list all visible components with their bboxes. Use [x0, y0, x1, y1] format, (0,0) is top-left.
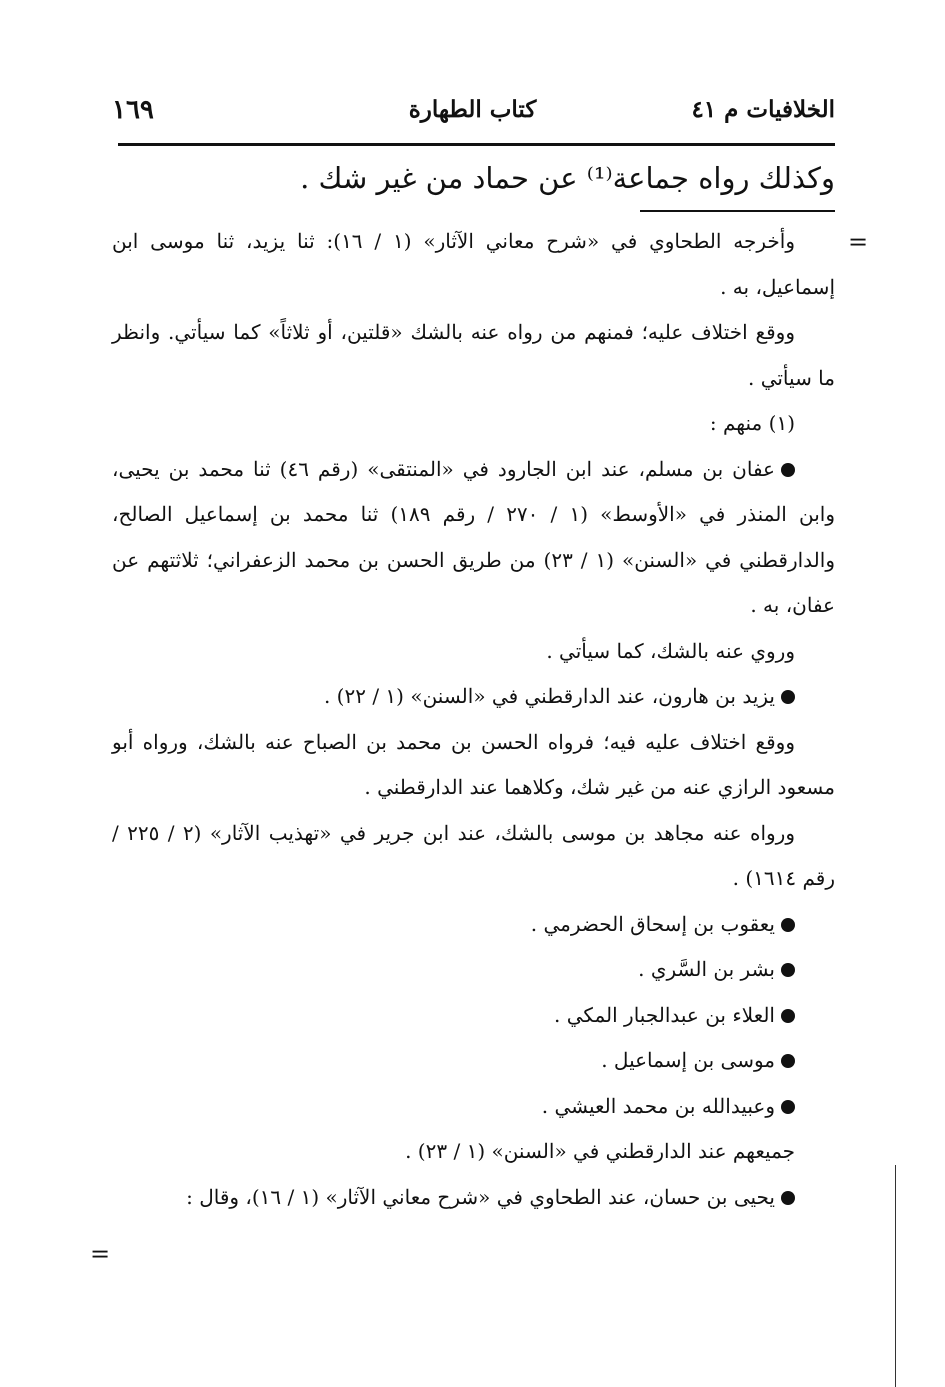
footnote-text: ووقع اختلاف عليه؛ فمنهم من رواه عنه بالشك «قلتين، أو ثلاثاً» كما سيأتي. وانظر ما سيأتي .	[112, 320, 835, 390]
footnote-paragraph	[112, 811, 835, 902]
footnote-bullet-item	[112, 447, 835, 629]
footnote-bullet-item	[112, 674, 835, 720]
page-number: ١٦٩	[112, 95, 154, 125]
footnote-paragraph	[112, 720, 835, 811]
footnote-text: ووقع اختلاف عليه فيه؛ فرواه الحسن بن محمد بن الصباح عنه بالشك، ورواه أبو مسعود الرازي عنه من غير شك، وكلاهما عند الدارقطني .	[112, 729, 835, 799]
bullet-dot-icon	[781, 1191, 795, 1205]
footnote-text: وعبيدالله بن محمد العيشي .	[541, 1093, 775, 1118]
footnote-text: يزيد بن هارون، عند الدارقطني في «السنن» (١ / ٢٢) .	[323, 684, 775, 708]
bullet-dot-icon	[781, 690, 795, 704]
bullet-dot-icon	[781, 1009, 795, 1023]
footnote-bullet-item	[112, 902, 835, 948]
footnote-bullet-item	[112, 1084, 835, 1130]
bullet-dot-icon	[781, 918, 795, 932]
footnote-text: يحيى بن حسان، عند الطحاوي في «شرح معاني الآثار» (١ / ١٦)، وقال :	[186, 1184, 775, 1209]
footnote-text: العلاء بن عبدالجبار المكي .	[554, 1002, 775, 1027]
header-rule	[118, 143, 835, 146]
running-header-chapter: كتاب الطهارة	[408, 96, 537, 123]
footnote-text: يعقوب بن إسحاق الحضرمي .	[530, 911, 775, 936]
footnote-paragraph	[112, 219, 835, 310]
footnote-continuation-mark-top: =	[848, 228, 869, 256]
footnotes-section	[112, 219, 835, 1220]
footnote-separator	[640, 210, 835, 212]
footnote-bullet-item	[112, 993, 835, 1039]
footnote-bullet-item	[112, 947, 835, 993]
bullet-dot-icon	[781, 1100, 795, 1114]
footnote-bullet-item	[112, 1038, 835, 1084]
footnote-text: ورواه عنه مجاهد بن موسى بالشك، عند ابن جرير في «تهذيب الآثار» (٢ / ٢٢٥ / رقم ١٦١٤) .	[112, 820, 835, 890]
bullet-dot-icon	[781, 1054, 795, 1068]
footnote-text: بشر بن السَّري .	[638, 957, 775, 981]
footnote-text: وروي عنه بالشك، كما سيأتي .	[546, 638, 795, 663]
footnote-text: موسى بن إسماعيل .	[601, 1048, 775, 1072]
main-text-line: وكذلك رواه جماعة⁽¹⁾ عن حماد من غير شك .	[300, 161, 835, 195]
footnote-text: عفان بن مسلم، عند ابن الجارود في «المنتقى» (رقم ٤٦) ثنا محمد بن يحيى، وابن المنذر في «الأوسط» (١ / ٢٧٠ / رقم ١٨٩) ثنا محمد بن إسماعيل الصالح، والدارقطني في «السنن» (١ / ٢٣) من طريق الحسن بن محمد الزعفراني؛ ثلاثتهم عن عفان، به .	[112, 456, 835, 617]
footnote-bullet-item	[112, 1175, 835, 1221]
footnote-text: جميعهم عند الدارقطني في «السنن» (١ / ٢٣) .	[405, 1139, 795, 1163]
bullet-dot-icon	[781, 463, 795, 477]
running-header-book-part: الخلافيات م ٤١	[691, 96, 835, 123]
footnote-paragraph	[112, 310, 835, 401]
footnote-continuation-mark-bottom: =	[90, 1240, 111, 1268]
footnote-paragraph	[112, 401, 835, 447]
bullet-dot-icon	[781, 963, 795, 977]
footnote-paragraph	[112, 1129, 835, 1175]
footnote-text: وأخرجه الطحاوي في «شرح معاني الآثار» (١ / ١٦): ثنا يزيد، ثنا موسى ابن إسماعيل، به .	[112, 229, 835, 299]
footnote-text: (١) منهم :	[709, 411, 795, 435]
footnote-paragraph	[112, 629, 835, 675]
scan-margin-line	[895, 1165, 896, 1387]
